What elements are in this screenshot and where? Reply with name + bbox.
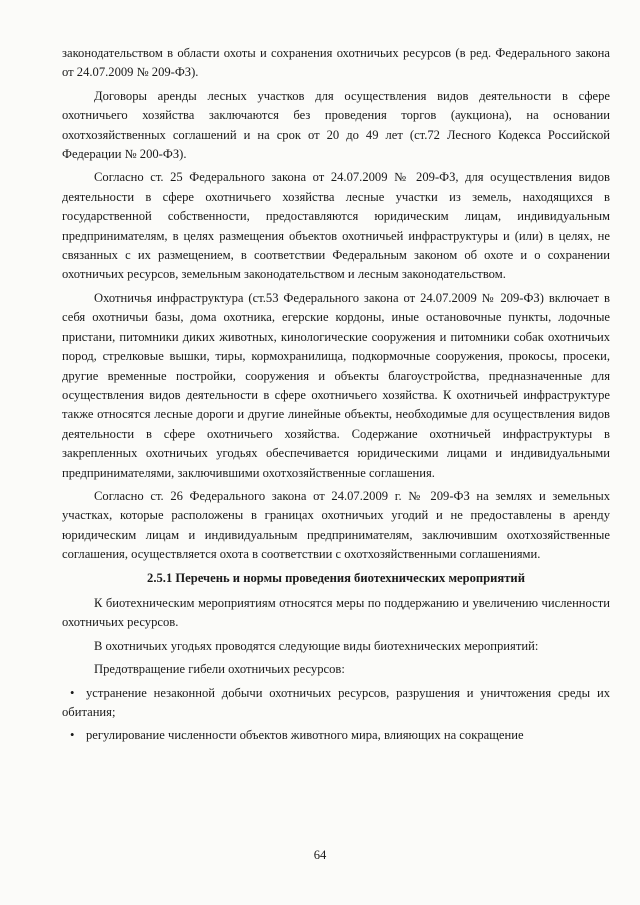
paragraph-biotech-types: В охотничьих угодьях проводятся следующие виды биотехнических мероприятий: (94, 638, 539, 653)
list-item-text: устранение незаконной добычи охотничьих ресурсов, разрушения и уничтожения среды их обитания; (62, 685, 610, 719)
paragraph-continuation: законодательством в области охоты и сохранения охотничьих ресурсов (в ред. Федерального закона от 24.07.2009 № 209-ФЗ). (62, 46, 610, 80)
paragraph-prevention: Предотвращение гибели охотничьих ресурсов: (94, 662, 345, 677)
paragraph-biotech-definition: К биотехническим мероприятиям относятся меры по поддержанию и увеличению численности охотничьих ресурсов. (62, 595, 610, 630)
list-item (62, 684, 610, 723)
page-number: 64 (313, 848, 327, 862)
bullet-icon: • (70, 728, 75, 743)
bullet-icon: • (70, 685, 75, 700)
list-item (62, 726, 610, 745)
paragraph-lease-agreements: Договоры аренды лесных участков для осуществления видов деятельности в сфере охотничьего хозяйства заключаются без проведения торгов (аукциона), на основании охотхозяйственных соглашений и на срок от 20 до 49 лет (ст.72 Лесного Кодекса Российской Федерации № 200-ФЗ). (62, 88, 610, 162)
section-heading: 2.5.1 Перечень и нормы проведения биотехнических мероприятий (147, 570, 525, 585)
page-body (62, 44, 610, 750)
list-item-text: регулирование численности объектов животного мира, влияющих на сокращение (86, 728, 524, 743)
paragraph-article-25: Согласно ст. 25 Федерального закона от 24.07.2009 № 209-ФЗ, для осуществления видов деятельности в сфере охотничьего хозяйства лесные участки из земель, находящихся в государственной собственности, предоставляются юридическим лицам, индивидуальным предпринимателям, в целях размещения объектов охотничьей инфраструктуры и (или) в целях, не связанных с их размещением, в соответствии Федеральным законом об охоте и о сохранении охотничьих ресурсов, земельным законодательством и лесным законодательством. (62, 170, 610, 282)
paragraph-hunting-infrastructure: Охотничья инфраструктура (ст.53 Федерального закона от 24.07.2009 № 209-ФЗ) включает в себя охотничьи базы, дома охотника, егерские кордоны, иные остановочные пункты, лодочные пристани, питомники диких животных, кинологические сооружения и питомники собак охотничьих пород, стрелковые вышки, тиры, кормохранилища, подкормочные сооружения, прокосы, просеки, другие временные постройки, сооружения и объекты благоустройства, предназначенные для осуществления видов деятельности в сфере охотничьего хозяйства. К охотничьей инфраструктуре также относятся лесные дороги и другие линейные объекты, необходимые для осуществления видов деятельности в сфере охотничьего хозяйства. Содержание охотничьей инфраструктуры в закрепленных охотничьих угодьях обеспечивается юридическими лицами и индивидуальными предпринимателями, заключившими охотхозяйственные соглашения. (62, 290, 610, 480)
paragraph-article-26: Согласно ст. 26 Федерального закона от 24.07.2009 г. № 209-ФЗ на землях и земельных участках, которые расположены в границах охотничьих угодий и не предоставлены в аренду юридическим лицам и индивидуальным предпринимателям, заключившим охотхозяйственные соглашения, осуществляется охота в соответствии с охотхозяйственными соглашениями. (62, 488, 610, 562)
